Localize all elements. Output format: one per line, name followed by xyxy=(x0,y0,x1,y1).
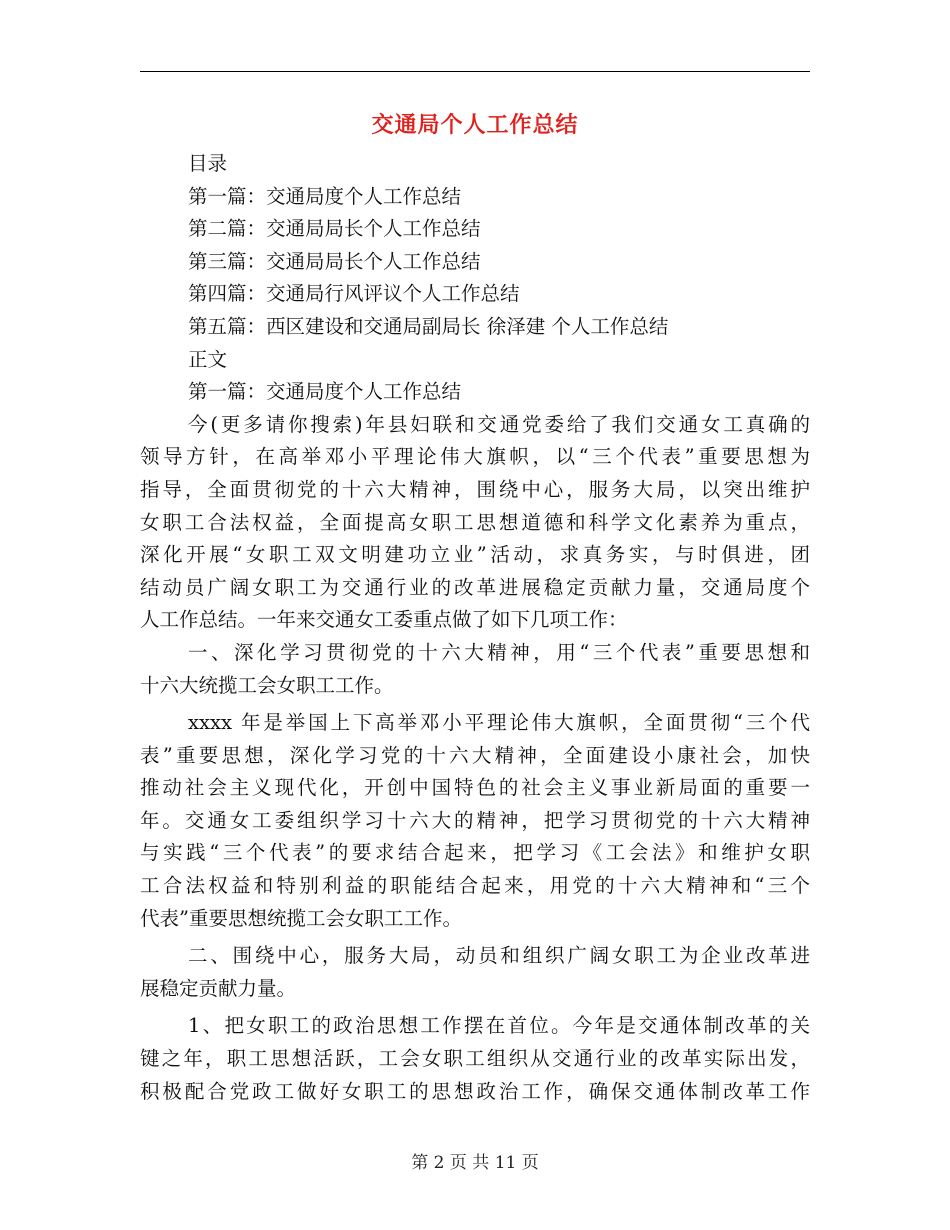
text-line: 目录 xyxy=(188,152,228,175)
text-line: 1、把女职工的政治思想工作摆在首位。今年是交通体制改革的关 xyxy=(188,1014,810,1038)
text-line: 十六大统揽工会女职工工作。 xyxy=(140,673,394,697)
text-line: 第五篇：西区建设和交通局副局长 徐泽建 个人工作总结 xyxy=(188,314,669,338)
text-line: 第四篇：交通局行风评议个人工作总结 xyxy=(188,282,520,306)
page-footer xyxy=(0,1150,950,1176)
text-line: 表”重要思想，深化学习党的十六大精神，全面建设小康社会，加快 xyxy=(140,743,810,767)
text-line: 领导方针，在高举邓小平理论伟大旗帜，以“三个代表”重要思想为 xyxy=(140,445,810,469)
text-line: 第一篇：交通局度个人工作总结 xyxy=(188,380,462,404)
text-line: 人工作总结。一年来交通女工委重点做了如下几项工作： xyxy=(140,608,628,632)
text-line: 第一篇：交通局度个人工作总结 xyxy=(188,184,462,208)
text-line: 女职工合法权益，全面提高女职工思想道德和科学文化素养为重点， xyxy=(140,510,810,534)
header-rule xyxy=(140,71,810,72)
document-title: 交通局个人工作总结 xyxy=(371,113,579,138)
footer-prefix: 第 xyxy=(411,1153,429,1173)
text-line: 展稳定贡献力量。 xyxy=(140,976,297,1000)
text-line: 推动社会主义现代化，开创中国特色的社会主义事业新局面的重要一 xyxy=(140,776,810,800)
text-line: xxxx 年是举国上下高举邓小平理论伟大旗帜，全面贯彻“三个代 xyxy=(188,711,810,735)
text-line: 积极配合党政工做好女职工的思想政治工作，确保交通体制改革工作 xyxy=(140,1079,810,1103)
text-line: 第三篇：交通局局长个人工作总结 xyxy=(188,249,481,273)
text-line: 指导，全面贯彻党的十六大精神，围绕中心，服务大局，以突出维护 xyxy=(140,477,810,501)
text-line: 工合法权益和特别利益的职能结合起来，用党的十六大精神和“三个 xyxy=(140,874,810,898)
footer-total-pages: 11 xyxy=(494,1153,517,1173)
text-line: 与实践“三个代表”的要求结合起来，把学习《工会法》和维护女职 xyxy=(140,841,810,865)
text-line: 深化开展“女职工双文明建功立业”活动，求真务实，与时俱进，团 xyxy=(140,543,810,567)
footer-page-number: 2 xyxy=(433,1153,445,1173)
text-line: 代表”重要思想统揽工会女职工工作。 xyxy=(140,906,462,930)
text-line: 二、围绕中心，服务大局，动员和组织广阔女职工为企业改革进 xyxy=(188,944,810,968)
text-line: 正文 xyxy=(188,347,228,371)
document-body xyxy=(140,148,810,1108)
text-line: 结动员广阔女职工为交通行业的改革进展稳定贡献力量，交通局度个 xyxy=(140,575,810,599)
text-line: 年。交通女工委组织学习十六大的精神，把学习贯彻党的十六大精神 xyxy=(140,808,810,832)
text-line: 一、深化学习贯彻党的十六大精神，用“三个代表”重要思想和 xyxy=(188,640,810,664)
text-line: 第二篇：交通局局长个人工作总结 xyxy=(188,217,481,241)
text-line: 今(更多请你搜索)年县妇联和交通党委给了我们交通女工真确的 xyxy=(188,412,810,436)
footer-suffix: 页 xyxy=(521,1153,539,1173)
footer-middle: 页 共 xyxy=(449,1153,490,1173)
text-line: 键之年，职工思想活跃，工会女职工组织从交通行业的改革实际出发， xyxy=(140,1047,810,1071)
